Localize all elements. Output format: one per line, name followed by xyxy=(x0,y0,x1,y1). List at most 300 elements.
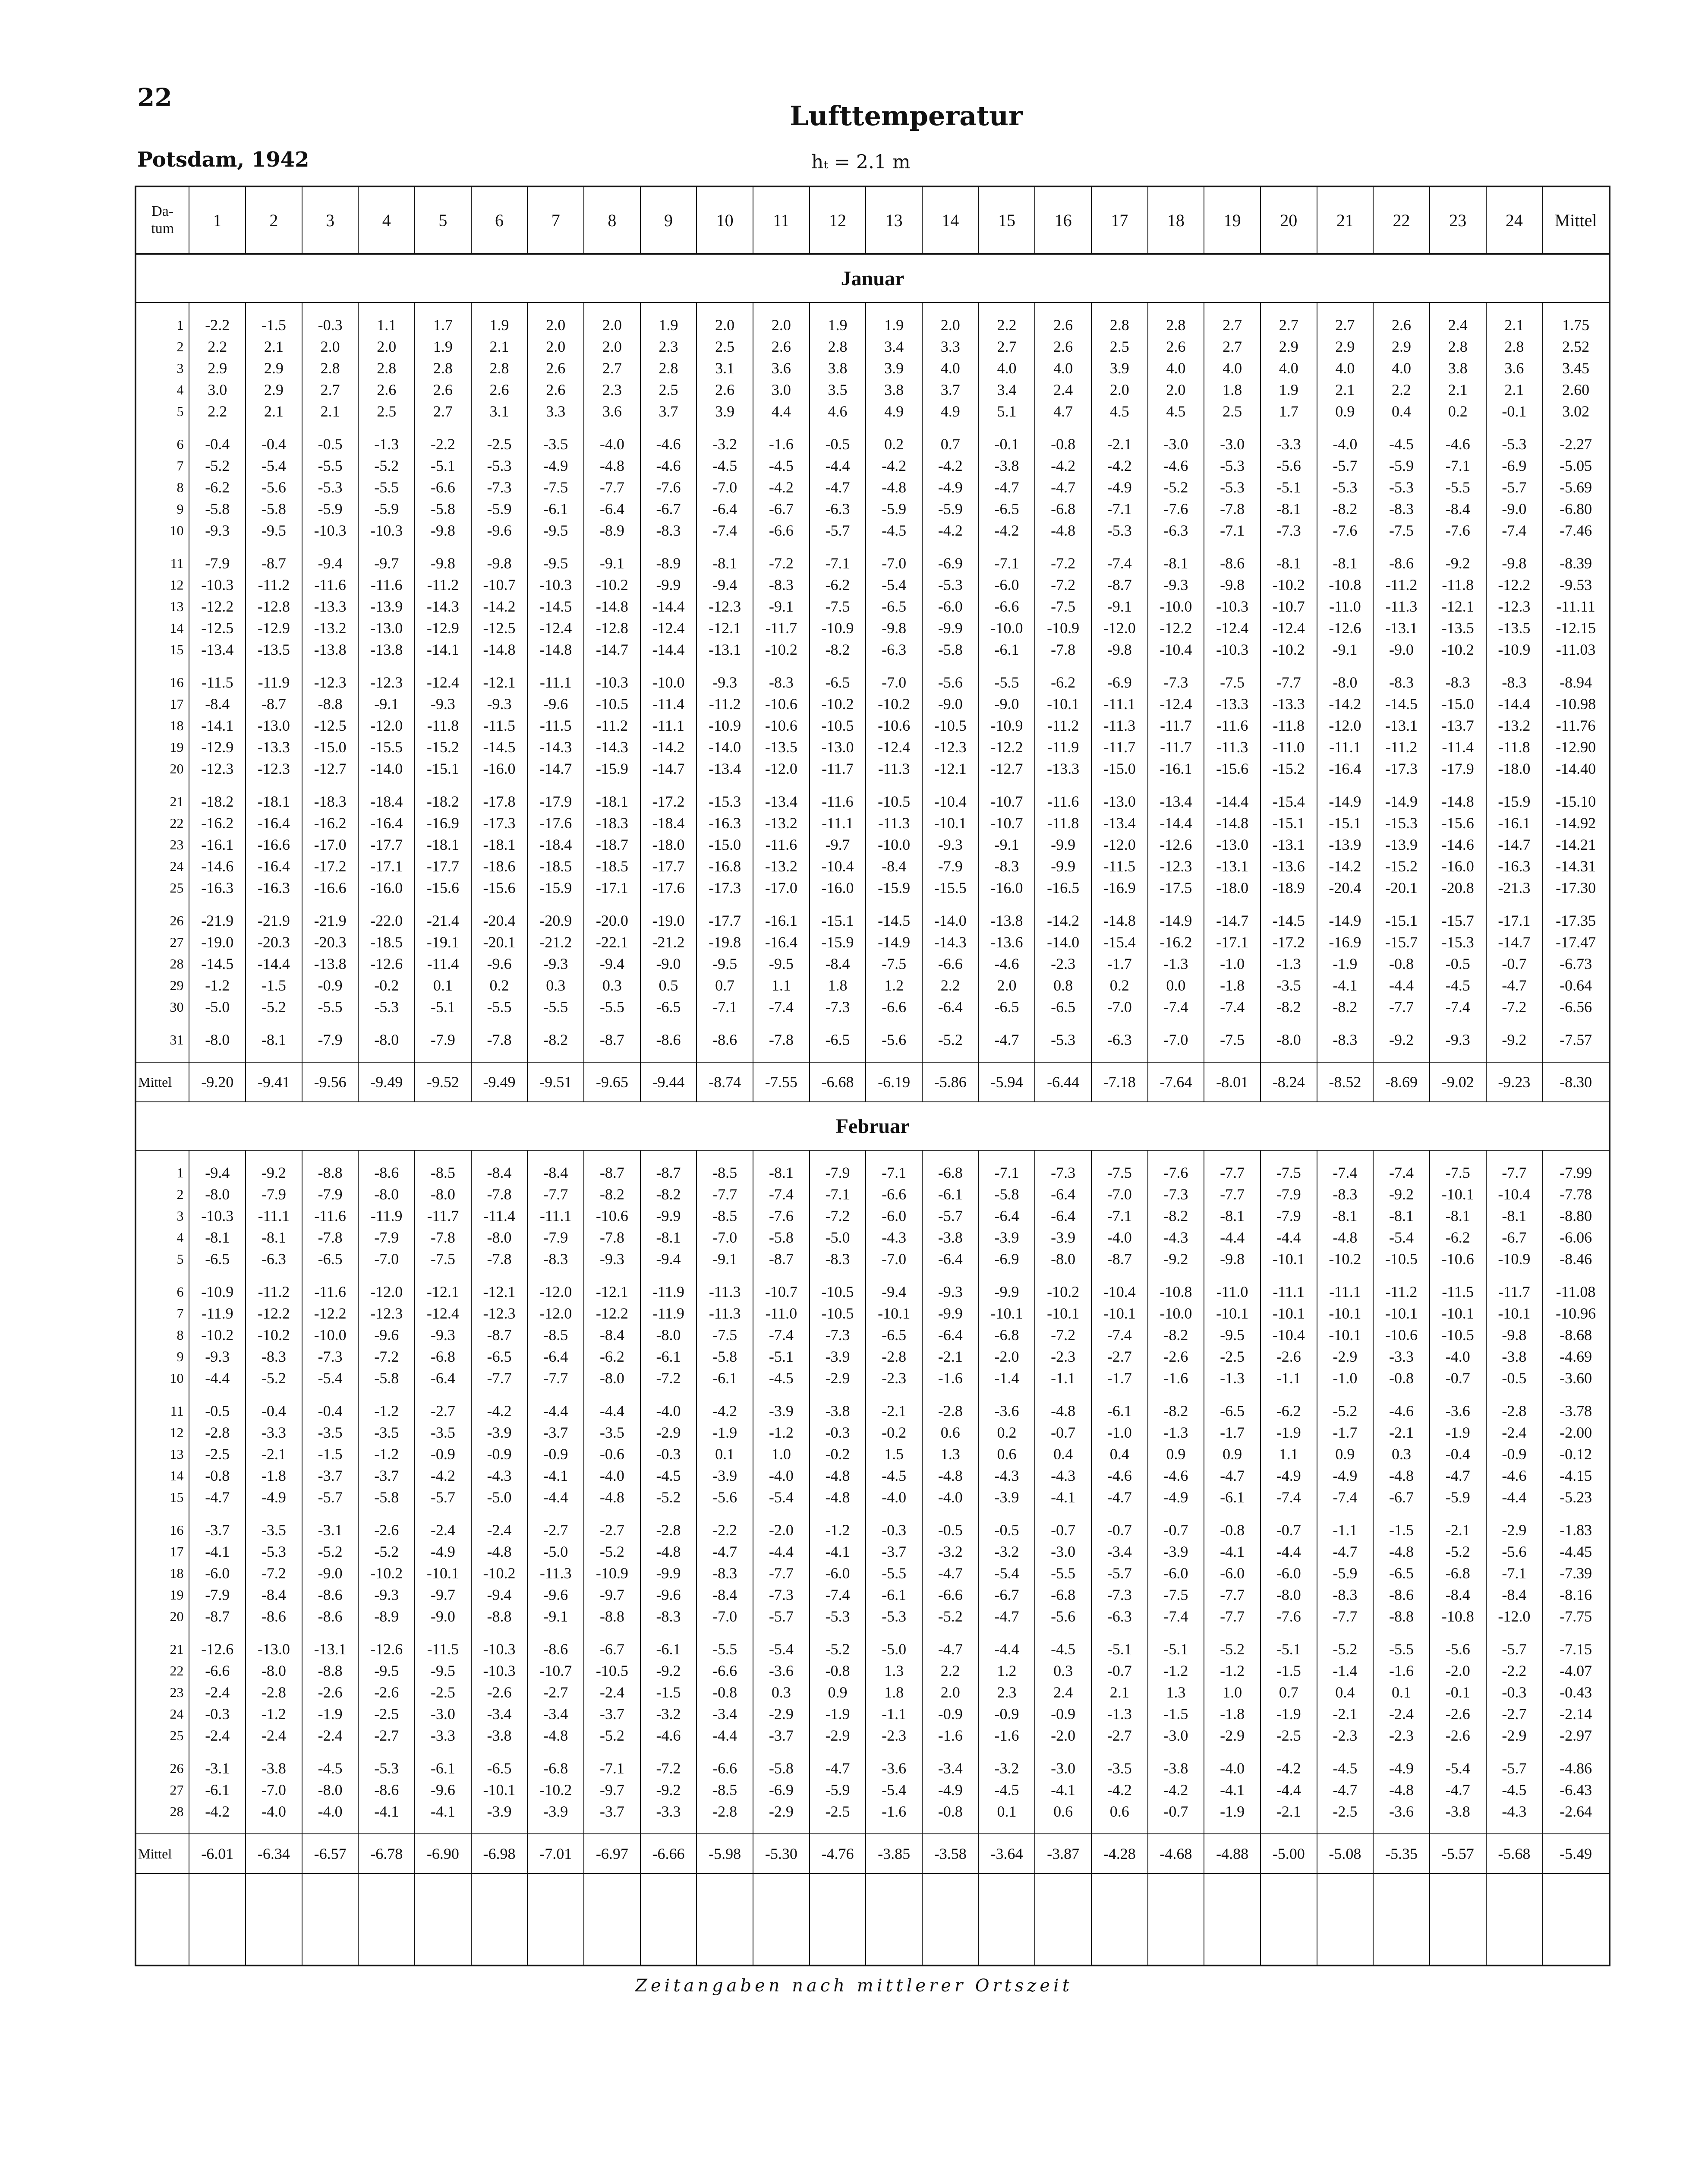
hourly-value: -15.2 xyxy=(415,736,471,758)
hourly-value: -16.1 xyxy=(189,834,246,855)
hourly-value: -18.6 xyxy=(471,855,528,877)
hourly-value: -4.8 xyxy=(584,455,640,476)
hourly-value: -9.9 xyxy=(640,574,697,596)
hourly-value: -17.8 xyxy=(471,791,528,812)
hourly-value: -18.2 xyxy=(189,791,246,812)
spacer-cell xyxy=(1542,1270,1610,1281)
hourly-value: -7.4 xyxy=(753,1324,810,1346)
hourly-value: -7.6 xyxy=(640,476,697,498)
hourly-value: -6.5 xyxy=(640,996,697,1018)
header-hour: 8 xyxy=(584,186,640,254)
spacer-cell xyxy=(866,899,922,910)
hourly-value: 2.8 xyxy=(1091,314,1148,336)
hourly-value: 2.4 xyxy=(1035,379,1091,401)
hourly-value: -10.8 xyxy=(1430,1606,1486,1627)
hourly-value: -4.2 xyxy=(1091,1779,1148,1801)
hourly-value: 0.7 xyxy=(1261,1682,1317,1703)
hourly-value: -4.1 xyxy=(415,1801,471,1822)
spacer-cell xyxy=(1148,899,1204,910)
daily-mean: -14.92 xyxy=(1542,812,1610,834)
hourly-value: -12.4 xyxy=(1261,617,1317,639)
monthly-mean-value: -3.58 xyxy=(922,1834,979,1874)
hourly-value: -9.5 xyxy=(527,520,584,541)
hourly-value: -8.7 xyxy=(246,552,302,574)
day-row xyxy=(136,953,1610,975)
hourly-value: -2.7 xyxy=(527,1519,584,1541)
hourly-value: 0.9 xyxy=(810,1682,866,1703)
spacer-cell xyxy=(189,1746,246,1757)
hourly-value: -9.1 xyxy=(584,552,640,574)
spacer-cell xyxy=(358,1051,415,1062)
hourly-value: -6.4 xyxy=(1035,1183,1091,1205)
hourly-value: -4.7 xyxy=(1430,1779,1486,1801)
hourly-value: -5.5 xyxy=(527,996,584,1018)
hourly-value: -10.9 xyxy=(189,1281,246,1303)
day-row xyxy=(136,574,1610,596)
hourly-value: -6.1 xyxy=(415,1757,471,1779)
hourly-value: -8.6 xyxy=(640,1029,697,1051)
day-row xyxy=(136,617,1610,639)
hourly-value: -9.6 xyxy=(415,1779,471,1801)
hourly-value: -0.4 xyxy=(302,1400,359,1422)
hourly-value: -1.2 xyxy=(1204,1660,1261,1682)
hourly-value: -11.7 xyxy=(1148,736,1204,758)
spacer-cell xyxy=(1261,1018,1317,1029)
daily-mean: -2.14 xyxy=(1542,1703,1610,1725)
mean-label: Mittel xyxy=(136,1834,189,1874)
spacer-cell xyxy=(189,1627,246,1638)
hourly-value: -4.2 xyxy=(1035,455,1091,476)
hourly-value: -7.5 xyxy=(1204,1029,1261,1051)
hourly-value: -11.6 xyxy=(302,574,359,596)
hourly-value: -16.0 xyxy=(979,877,1035,899)
hourly-value: -8.1 xyxy=(1317,552,1374,574)
hourly-value: -20.3 xyxy=(302,931,359,953)
hourly-value: -5.5 xyxy=(471,996,528,1018)
daily-mean: 3.45 xyxy=(1542,357,1610,379)
hourly-value: -2.5 xyxy=(1317,1801,1374,1822)
hourly-value: 3.6 xyxy=(1486,357,1543,379)
spacer-cell xyxy=(189,303,246,314)
spacer-cell xyxy=(136,1746,189,1757)
hourly-value: -1.2 xyxy=(358,1400,415,1422)
hourly-value: 2.4 xyxy=(1035,1682,1091,1703)
hourly-value: -7.1 xyxy=(696,996,753,1018)
hourly-value: -4.5 xyxy=(1373,433,1430,455)
hourly-value: -4.0 xyxy=(302,1801,359,1822)
hourly-value: -7.5 xyxy=(810,596,866,617)
hourly-value: -0.2 xyxy=(358,975,415,996)
hourly-value: -16.9 xyxy=(415,812,471,834)
spacer-cell xyxy=(1486,1150,1543,1162)
hourly-value: -3.1 xyxy=(189,1757,246,1779)
spacer-cell xyxy=(415,779,471,791)
day-row xyxy=(136,736,1610,758)
hourly-value: -8.7 xyxy=(1091,574,1148,596)
hourly-value: 3.7 xyxy=(640,401,697,422)
hourly-value: -16.0 xyxy=(1430,855,1486,877)
hourly-value: -13.8 xyxy=(302,639,359,660)
hourly-value: -13.0 xyxy=(358,617,415,639)
hourly-value: -6.8 xyxy=(1035,498,1091,520)
spacer-cell xyxy=(979,1051,1035,1062)
hourly-value: -6.6 xyxy=(696,1757,753,1779)
hourly-value: -6.8 xyxy=(922,1162,979,1183)
hourly-value: 5.1 xyxy=(979,401,1035,422)
hourly-value: -7.8 xyxy=(415,1227,471,1248)
hourly-value: -7.9 xyxy=(189,1584,246,1606)
hourly-value: -4.8 xyxy=(1373,1541,1430,1562)
hourly-value: 3.4 xyxy=(979,379,1035,401)
spacer-cell xyxy=(979,1822,1035,1834)
header-hour: 14 xyxy=(922,186,979,254)
hourly-value: 2.1 xyxy=(1486,314,1543,336)
day-number: 14 xyxy=(136,617,189,639)
spacer-cell xyxy=(1373,1508,1430,1519)
hourly-value: -16.0 xyxy=(358,877,415,899)
hourly-value: -15.9 xyxy=(866,877,922,899)
hourly-value: -8.0 xyxy=(415,1183,471,1205)
hourly-value: -16.5 xyxy=(1035,877,1091,899)
hourly-value: -10.3 xyxy=(584,672,640,693)
day-row xyxy=(136,336,1610,357)
hourly-value: -6.3 xyxy=(1091,1606,1148,1627)
day-number: 4 xyxy=(136,1227,189,1248)
hourly-value: 0.3 xyxy=(584,975,640,996)
hourly-value: -10.1 xyxy=(415,1562,471,1584)
day-row xyxy=(136,812,1610,834)
hourly-value: -4.5 xyxy=(1430,975,1486,996)
spacer-cell xyxy=(1486,1270,1543,1281)
hourly-value: -7.8 xyxy=(471,1183,528,1205)
hourly-value: -8.4 xyxy=(471,1162,528,1183)
hourly-value: -4.0 xyxy=(246,1801,302,1822)
hourly-value: -7.9 xyxy=(358,1227,415,1248)
hourly-value: 2.2 xyxy=(922,975,979,996)
hourly-value: -17.2 xyxy=(640,791,697,812)
spacer-cell xyxy=(1373,1746,1430,1757)
hourly-value: -11.3 xyxy=(696,1281,753,1303)
hourly-value: -15.9 xyxy=(527,877,584,899)
hourly-value: -8.6 xyxy=(527,1638,584,1660)
hourly-value: -10.1 xyxy=(1035,693,1091,715)
day-number: 25 xyxy=(136,877,189,899)
hourly-value: -0.5 xyxy=(189,1400,246,1422)
hourly-value: -4.8 xyxy=(527,1725,584,1746)
hourly-value: -13.0 xyxy=(810,736,866,758)
spacer-cell xyxy=(189,1150,246,1162)
hourly-value: -12.1 xyxy=(471,672,528,693)
hourly-value: -12.1 xyxy=(415,1281,471,1303)
hourly-value: -5.5 xyxy=(696,1638,753,1660)
hourly-value: -8.1 xyxy=(1486,1205,1543,1227)
spacer-cell xyxy=(1486,422,1543,433)
spacer-cell xyxy=(810,1150,866,1162)
monthly-mean-value: -9.02 xyxy=(1430,1062,1486,1102)
hourly-value: -10.3 xyxy=(1204,596,1261,617)
row-spacer xyxy=(136,541,1610,552)
hourly-value: -11.9 xyxy=(189,1303,246,1324)
header-hour: 6 xyxy=(471,186,528,254)
hourly-value: -5.5 xyxy=(1430,476,1486,498)
hourly-value: -2.5 xyxy=(189,1443,246,1465)
hourly-value: -4.5 xyxy=(1035,1638,1091,1660)
hourly-value: -6.7 xyxy=(640,498,697,520)
hourly-value: 0.5 xyxy=(640,975,697,996)
hourly-value: -3.1 xyxy=(302,1519,359,1541)
daily-mean: 3.02 xyxy=(1542,401,1610,422)
hourly-value: -4.5 xyxy=(1317,1757,1374,1779)
spacer-cell xyxy=(1430,1150,1486,1162)
spacer-cell xyxy=(1204,1389,1261,1400)
header-date: Da- tum xyxy=(136,186,189,254)
day-number: 6 xyxy=(136,1281,189,1303)
spacer-cell xyxy=(189,1270,246,1281)
spacer-cell xyxy=(1317,541,1374,552)
hourly-value: -7.4 xyxy=(1204,996,1261,1018)
hourly-value: -16.3 xyxy=(696,812,753,834)
hourly-value: 4.0 xyxy=(1373,357,1430,379)
spacer-cell xyxy=(1148,303,1204,314)
monthly-mean-value: -9.49 xyxy=(471,1062,528,1102)
hourly-value: -15.3 xyxy=(696,791,753,812)
spacer-cell xyxy=(1204,1270,1261,1281)
spacer-cell xyxy=(1317,660,1374,672)
spacer-cell xyxy=(1148,1508,1204,1519)
hourly-value: -12.0 xyxy=(1317,715,1374,736)
hourly-value: -16.8 xyxy=(696,855,753,877)
hourly-value: -14.2 xyxy=(1317,855,1374,877)
hourly-value: -2.6 xyxy=(358,1682,415,1703)
hourly-value: -6.3 xyxy=(866,639,922,660)
hourly-value: -12.6 xyxy=(358,953,415,975)
spacer-cell xyxy=(979,1018,1035,1029)
spacer-cell xyxy=(1317,303,1374,314)
spacer-cell xyxy=(696,1874,753,1966)
hourly-value: 0.0 xyxy=(1148,975,1204,996)
spacer-cell xyxy=(1373,541,1430,552)
hourly-value: -7.1 xyxy=(810,552,866,574)
day-row xyxy=(136,1801,1610,1822)
day-row xyxy=(136,1638,1610,1660)
hourly-value: -7.2 xyxy=(1035,552,1091,574)
hourly-value: -4.9 xyxy=(527,455,584,476)
hourly-value: -8.4 xyxy=(246,1584,302,1606)
spacer-cell xyxy=(810,422,866,433)
hourly-value: -14.4 xyxy=(1148,812,1204,834)
daily-mean: 1.75 xyxy=(1542,314,1610,336)
spacer-cell xyxy=(753,1270,810,1281)
hourly-value: -5.3 xyxy=(810,1606,866,1627)
monthly-mean-value: -5.86 xyxy=(922,1062,979,1102)
hourly-value: 2.6 xyxy=(358,379,415,401)
hourly-value: -1.1 xyxy=(866,1703,922,1725)
month-heading-row xyxy=(136,254,1610,303)
daily-mean: 2.52 xyxy=(1542,336,1610,357)
hourly-value: -2.5 xyxy=(1204,1346,1261,1367)
hourly-value: -4.7 xyxy=(696,1541,753,1562)
spacer-cell xyxy=(1542,1874,1610,1966)
hourly-value: 2.0 xyxy=(753,314,810,336)
hourly-value: -4.7 xyxy=(979,476,1035,498)
hourly-value: -0.5 xyxy=(302,433,359,455)
spacer-cell xyxy=(1204,899,1261,910)
hourly-value: -16.4 xyxy=(246,812,302,834)
hourly-value: -13.0 xyxy=(1091,791,1148,812)
hourly-value: -5.5 xyxy=(302,455,359,476)
hourly-value: -8.2 xyxy=(810,639,866,660)
daily-mean: -11.11 xyxy=(1542,596,1610,617)
hourly-value: -12.0 xyxy=(1091,617,1148,639)
hourly-value: -5.2 xyxy=(810,1638,866,1660)
hourly-value: -7.2 xyxy=(810,1205,866,1227)
hourly-value: 4.0 xyxy=(1204,357,1261,379)
hourly-value: -12.4 xyxy=(415,1303,471,1324)
spacer-cell xyxy=(1317,1874,1374,1966)
row-spacer xyxy=(136,660,1610,672)
hourly-value: -1.9 xyxy=(1204,1801,1261,1822)
hourly-value: -8.7 xyxy=(584,1029,640,1051)
hourly-value: -12.6 xyxy=(189,1638,246,1660)
spacer-cell xyxy=(527,899,584,910)
spacer-cell xyxy=(1091,1018,1148,1029)
hourly-value: -12.2 xyxy=(302,1303,359,1324)
daily-mean: -7.99 xyxy=(1542,1162,1610,1183)
hourly-value: -5.7 xyxy=(1091,1562,1148,1584)
hourly-value: -4.4 xyxy=(753,1541,810,1562)
hourly-value: -11.5 xyxy=(415,1638,471,1660)
hourly-value: -8.2 xyxy=(1317,498,1374,520)
hourly-value: 2.5 xyxy=(1091,336,1148,357)
hourly-value: -14.4 xyxy=(246,953,302,975)
hourly-value: -9.8 xyxy=(866,617,922,639)
hourly-value: -11.8 xyxy=(1486,736,1543,758)
hourly-value: 3.6 xyxy=(584,401,640,422)
spacer-cell xyxy=(1261,541,1317,552)
hourly-value: 2.6 xyxy=(1035,314,1091,336)
hourly-value: -4.4 xyxy=(1261,1541,1317,1562)
hourly-value: -3.8 xyxy=(246,1757,302,1779)
hourly-value: -13.0 xyxy=(246,715,302,736)
hourly-value: -6.5 xyxy=(1373,1562,1430,1584)
hourly-value: -4.5 xyxy=(866,1465,922,1486)
hourly-value: 2.2 xyxy=(1373,379,1430,401)
spacer-cell xyxy=(1204,1874,1261,1966)
hourly-value: -8.3 xyxy=(753,574,810,596)
spacer-cell xyxy=(471,1018,528,1029)
hourly-value: -9.4 xyxy=(640,1248,697,1270)
hourly-value: -0.7 xyxy=(1148,1801,1204,1822)
spacer-cell xyxy=(1430,660,1486,672)
hourly-value: -10.1 xyxy=(866,1303,922,1324)
hourly-value: -15.7 xyxy=(1373,931,1430,953)
hourly-value: -0.8 xyxy=(696,1682,753,1703)
hourly-value: -11.8 xyxy=(1035,812,1091,834)
hourly-value: -10.3 xyxy=(189,574,246,596)
hourly-value: -6.7 xyxy=(753,498,810,520)
hourly-value: -4.7 xyxy=(810,1757,866,1779)
hourly-value: -9.9 xyxy=(1035,855,1091,877)
day-number: 16 xyxy=(136,1519,189,1541)
spacer-cell xyxy=(640,660,697,672)
hourly-value: -11.0 xyxy=(1317,596,1374,617)
hourly-value: 3.4 xyxy=(866,336,922,357)
day-row xyxy=(136,855,1610,877)
hourly-value: 0.8 xyxy=(1035,975,1091,996)
hourly-value: -14.4 xyxy=(640,596,697,617)
day-row xyxy=(136,476,1610,498)
hourly-value: -4.3 xyxy=(979,1465,1035,1486)
hourly-value: -11.3 xyxy=(866,758,922,779)
hourly-value: -14.7 xyxy=(1204,910,1261,931)
hourly-value: -7.7 xyxy=(527,1367,584,1389)
hourly-value: -2.4 xyxy=(584,1682,640,1703)
daily-mean: -1.83 xyxy=(1542,1519,1610,1541)
hourly-value: 4.5 xyxy=(1091,401,1148,422)
hourly-value: -4.0 xyxy=(584,1465,640,1486)
hourly-value: -1.5 xyxy=(1373,1519,1430,1541)
hourly-value: -18.2 xyxy=(415,791,471,812)
hourly-value: -4.8 xyxy=(922,1465,979,1486)
monthly-mean-value: -6.97 xyxy=(584,1834,640,1874)
hourly-value: -13.7 xyxy=(1430,715,1486,736)
spacer-cell xyxy=(922,1874,979,1966)
hourly-value: -6.2 xyxy=(189,476,246,498)
hourly-value: -2.4 xyxy=(1486,1422,1543,1443)
hourly-value: -15.0 xyxy=(1430,693,1486,715)
hourly-value: -4.7 xyxy=(1035,476,1091,498)
hourly-value: -10.3 xyxy=(471,1660,528,1682)
spacer-cell xyxy=(1204,1051,1261,1062)
hourly-value: -6.1 xyxy=(640,1346,697,1367)
spacer-cell xyxy=(584,1508,640,1519)
day-number: 2 xyxy=(136,1183,189,1205)
hourly-value: -11.6 xyxy=(1035,791,1091,812)
hourly-value: -1.7 xyxy=(1204,1422,1261,1443)
hourly-value: -2.4 xyxy=(246,1725,302,1746)
hourly-value: -10.7 xyxy=(979,812,1035,834)
spacer-cell xyxy=(136,1874,189,1966)
hourly-value: -3.9 xyxy=(1035,1227,1091,1248)
hourly-value: 3.9 xyxy=(866,357,922,379)
hourly-value: -4.2 xyxy=(1261,1757,1317,1779)
spacer-cell xyxy=(584,1389,640,1400)
monthly-mean-value: -8.69 xyxy=(1373,1062,1430,1102)
hourly-value: -9.5 xyxy=(753,953,810,975)
hourly-value: -5.9 xyxy=(1373,455,1430,476)
hourly-value: -2.6 xyxy=(471,1682,528,1703)
spacer-cell xyxy=(1373,899,1430,910)
hourly-value: 3.7 xyxy=(922,379,979,401)
hourly-value: -9.6 xyxy=(358,1324,415,1346)
hourly-value: -10.6 xyxy=(866,715,922,736)
hourly-value: -5.2 xyxy=(584,1725,640,1746)
hourly-value: -9.9 xyxy=(1035,834,1091,855)
month-heading: Februar xyxy=(136,1102,1610,1150)
spacer-cell xyxy=(1204,1627,1261,1638)
hourly-value: -15.1 xyxy=(1261,812,1317,834)
hourly-value: -7.0 xyxy=(358,1248,415,1270)
hourly-value: -15.6 xyxy=(1430,812,1486,834)
spacer-cell xyxy=(1542,1627,1610,1638)
hourly-value: -14.0 xyxy=(922,910,979,931)
spacer-cell xyxy=(696,1051,753,1062)
hourly-value: -7.3 xyxy=(1035,1162,1091,1183)
hourly-value: 0.4 xyxy=(1317,1682,1374,1703)
day-number: 18 xyxy=(136,1562,189,1584)
hourly-value: -10.2 xyxy=(1261,574,1317,596)
day-number: 5 xyxy=(136,1248,189,1270)
